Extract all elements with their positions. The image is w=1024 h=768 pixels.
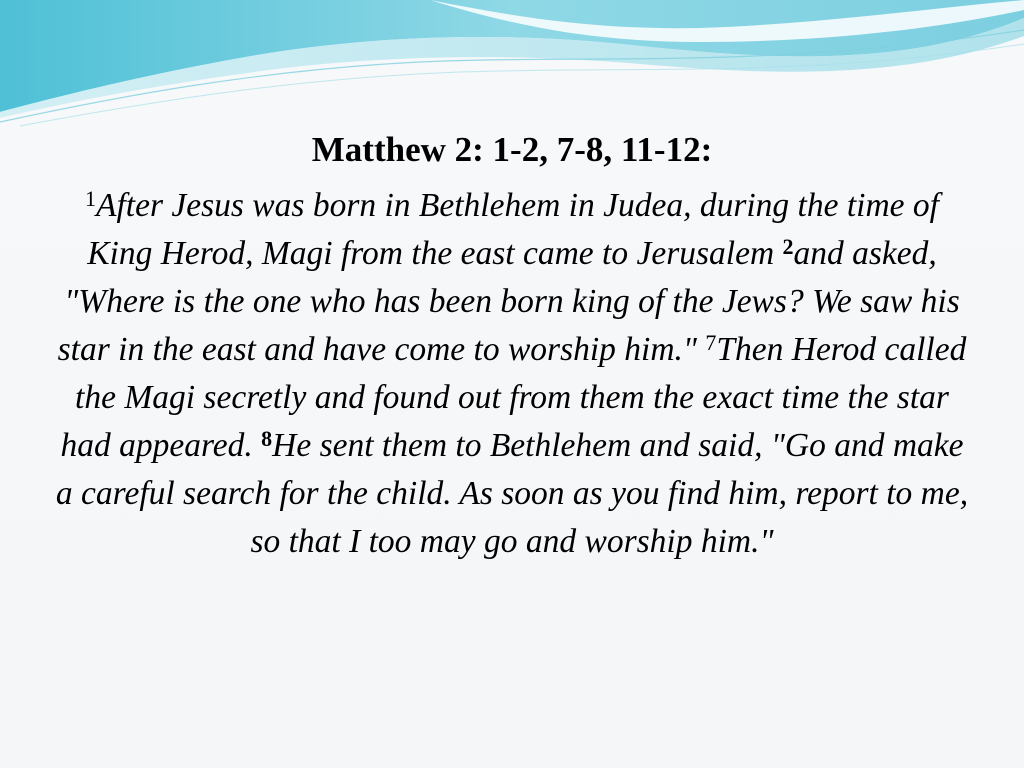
passage-text [52, 182, 972, 566]
verse-text: After Jesus was born in Bethlehem in Judea, during the time of King Herod, Magi from the east came to Jerusalem [87, 187, 939, 272]
passage-heading: Matthew 2: 1-2, 7-8, 11-12: [311, 130, 713, 169]
verse-text: Then Herod called the Magi secretly and found out from them the exact time the star had appeared. [60, 331, 967, 464]
verse-text: and asked, "Where is the one who has been born king of the Jews? We saw his star in the east and have come to worship him." [57, 235, 960, 368]
verse-number: 1 [85, 186, 97, 211]
verse-number: 8 [261, 426, 273, 451]
verse-number: 7 [705, 330, 717, 355]
wave-decoration [0, 0, 1024, 140]
verse-number: 2 [782, 234, 794, 259]
slide-content [52, 122, 972, 566]
verse-text: He sent them to Bethlehem and said, "Go and make a careful search for the child. As soon as you find him, report to me, so that I too may go and worship him." [55, 427, 969, 560]
